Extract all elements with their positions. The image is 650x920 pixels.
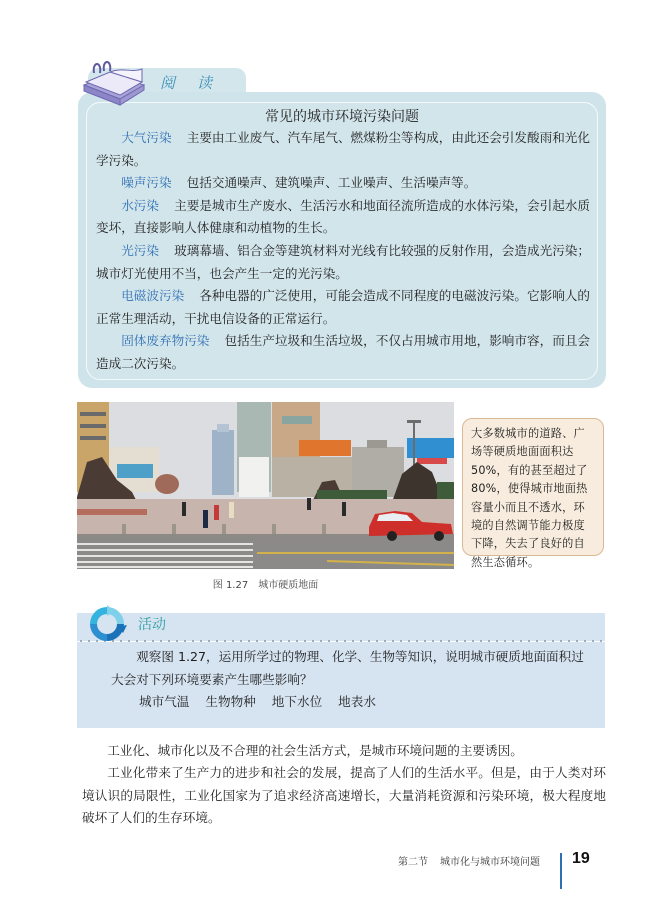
term-label: 电磁波污染 bbox=[121, 288, 185, 304]
reading-body bbox=[96, 127, 590, 376]
term-text: 包括交通噪声、建筑噪声、工业噪声、生活噪声等。 bbox=[186, 175, 477, 191]
activity-body bbox=[111, 646, 591, 714]
reading-item bbox=[96, 285, 590, 330]
paragraph: 工业化、城市化以及不合理的社会生活方式，是城市环境问题的主要诱因。 bbox=[107, 743, 523, 758]
running-footer bbox=[398, 853, 540, 868]
factor-item: 地下水位 bbox=[271, 694, 323, 710]
term-text: 主要由工业废气、汽车尾气、燃煤粉尘等构成，由此还会引发酸雨和光化学污染。 bbox=[96, 130, 591, 168]
page-number: 19 bbox=[572, 850, 590, 867]
term-label: 大气污染 bbox=[121, 130, 172, 145]
figure-caption-text: 城市硬质地面 bbox=[258, 580, 319, 591]
reading-item bbox=[96, 240, 590, 285]
section-number: 第二节 bbox=[398, 857, 428, 868]
activity-prompt: 观察图 1.27，运用所学过的物理、化学、生物等知识，说明城市硬质地面面积过大会对下列环境要素产生哪些影响？ bbox=[111, 649, 584, 687]
activity-title: 活动 bbox=[138, 617, 166, 633]
reading-item bbox=[96, 195, 590, 240]
reading-item bbox=[96, 330, 590, 375]
main-text bbox=[82, 740, 606, 829]
cycle-arrows-icon bbox=[86, 603, 128, 645]
reading-item bbox=[96, 127, 590, 172]
paragraph: 工业化带来了生产力的进步和社会的发展，提高了人们的生活水平。但是，由于人类对环境认识的局限性，工业化国家为了追求经济高速增长，大量消耗资源和污染环境，极大程度地破坏了人们的生存环境。 bbox=[82, 765, 606, 825]
reading-title: 常见的城市环境污染问题 bbox=[265, 109, 419, 125]
term-label: 水污染 bbox=[121, 197, 159, 213]
term-label: 噪声污染 bbox=[121, 175, 172, 191]
city-hard-surface-photo bbox=[77, 402, 454, 569]
term-text: 玻璃幕墙、铝合金等建筑材料对光线有比较强的反射作用，会造成光污染；城市灯光使用不当，也会产生一定的光污染。 bbox=[96, 242, 591, 281]
factor-item: 城市气温 bbox=[139, 694, 190, 710]
reading-item bbox=[96, 172, 590, 195]
figure-number: 图 1.27 bbox=[212, 580, 249, 591]
side-note: 大多数城市的道路、广场等硬质地面面积达 50%，有的甚至超过了 80%，使得城市地面热容量小而且不透水，环境的自然调节能力极度下降，失去了良好的自然生态循环。 bbox=[462, 418, 604, 556]
term-text: 主要是城市生产废水、生活污水和地面径流所造成的水体污染，会引起水质变坏，直接影响人体健康和动植物的生长。 bbox=[96, 197, 591, 236]
term-label: 固体废弃物污染 bbox=[121, 333, 210, 349]
term-text: 包括生产垃圾和生活垃圾，不仅占用城市用地，影响市容，而且会造成二次污染。 bbox=[96, 333, 591, 371]
notebook-icon bbox=[80, 55, 150, 107]
reading-tab-label: 阅读 bbox=[160, 74, 235, 92]
term-label: 光污染 bbox=[121, 242, 159, 258]
term-text: 各种电器的广泛使用，可能会造成不同程度的电磁波污染。它影响人的正常生理活动，干扰电信设备的正常运行。 bbox=[96, 288, 591, 326]
factor-item: 生物物种 bbox=[205, 694, 256, 710]
factor-item: 地表水 bbox=[338, 694, 376, 710]
figure-caption bbox=[77, 576, 454, 591]
activity-factors bbox=[111, 691, 591, 714]
section-title: 城市化与城市环境问题 bbox=[440, 857, 540, 868]
footer-divider bbox=[560, 853, 562, 889]
